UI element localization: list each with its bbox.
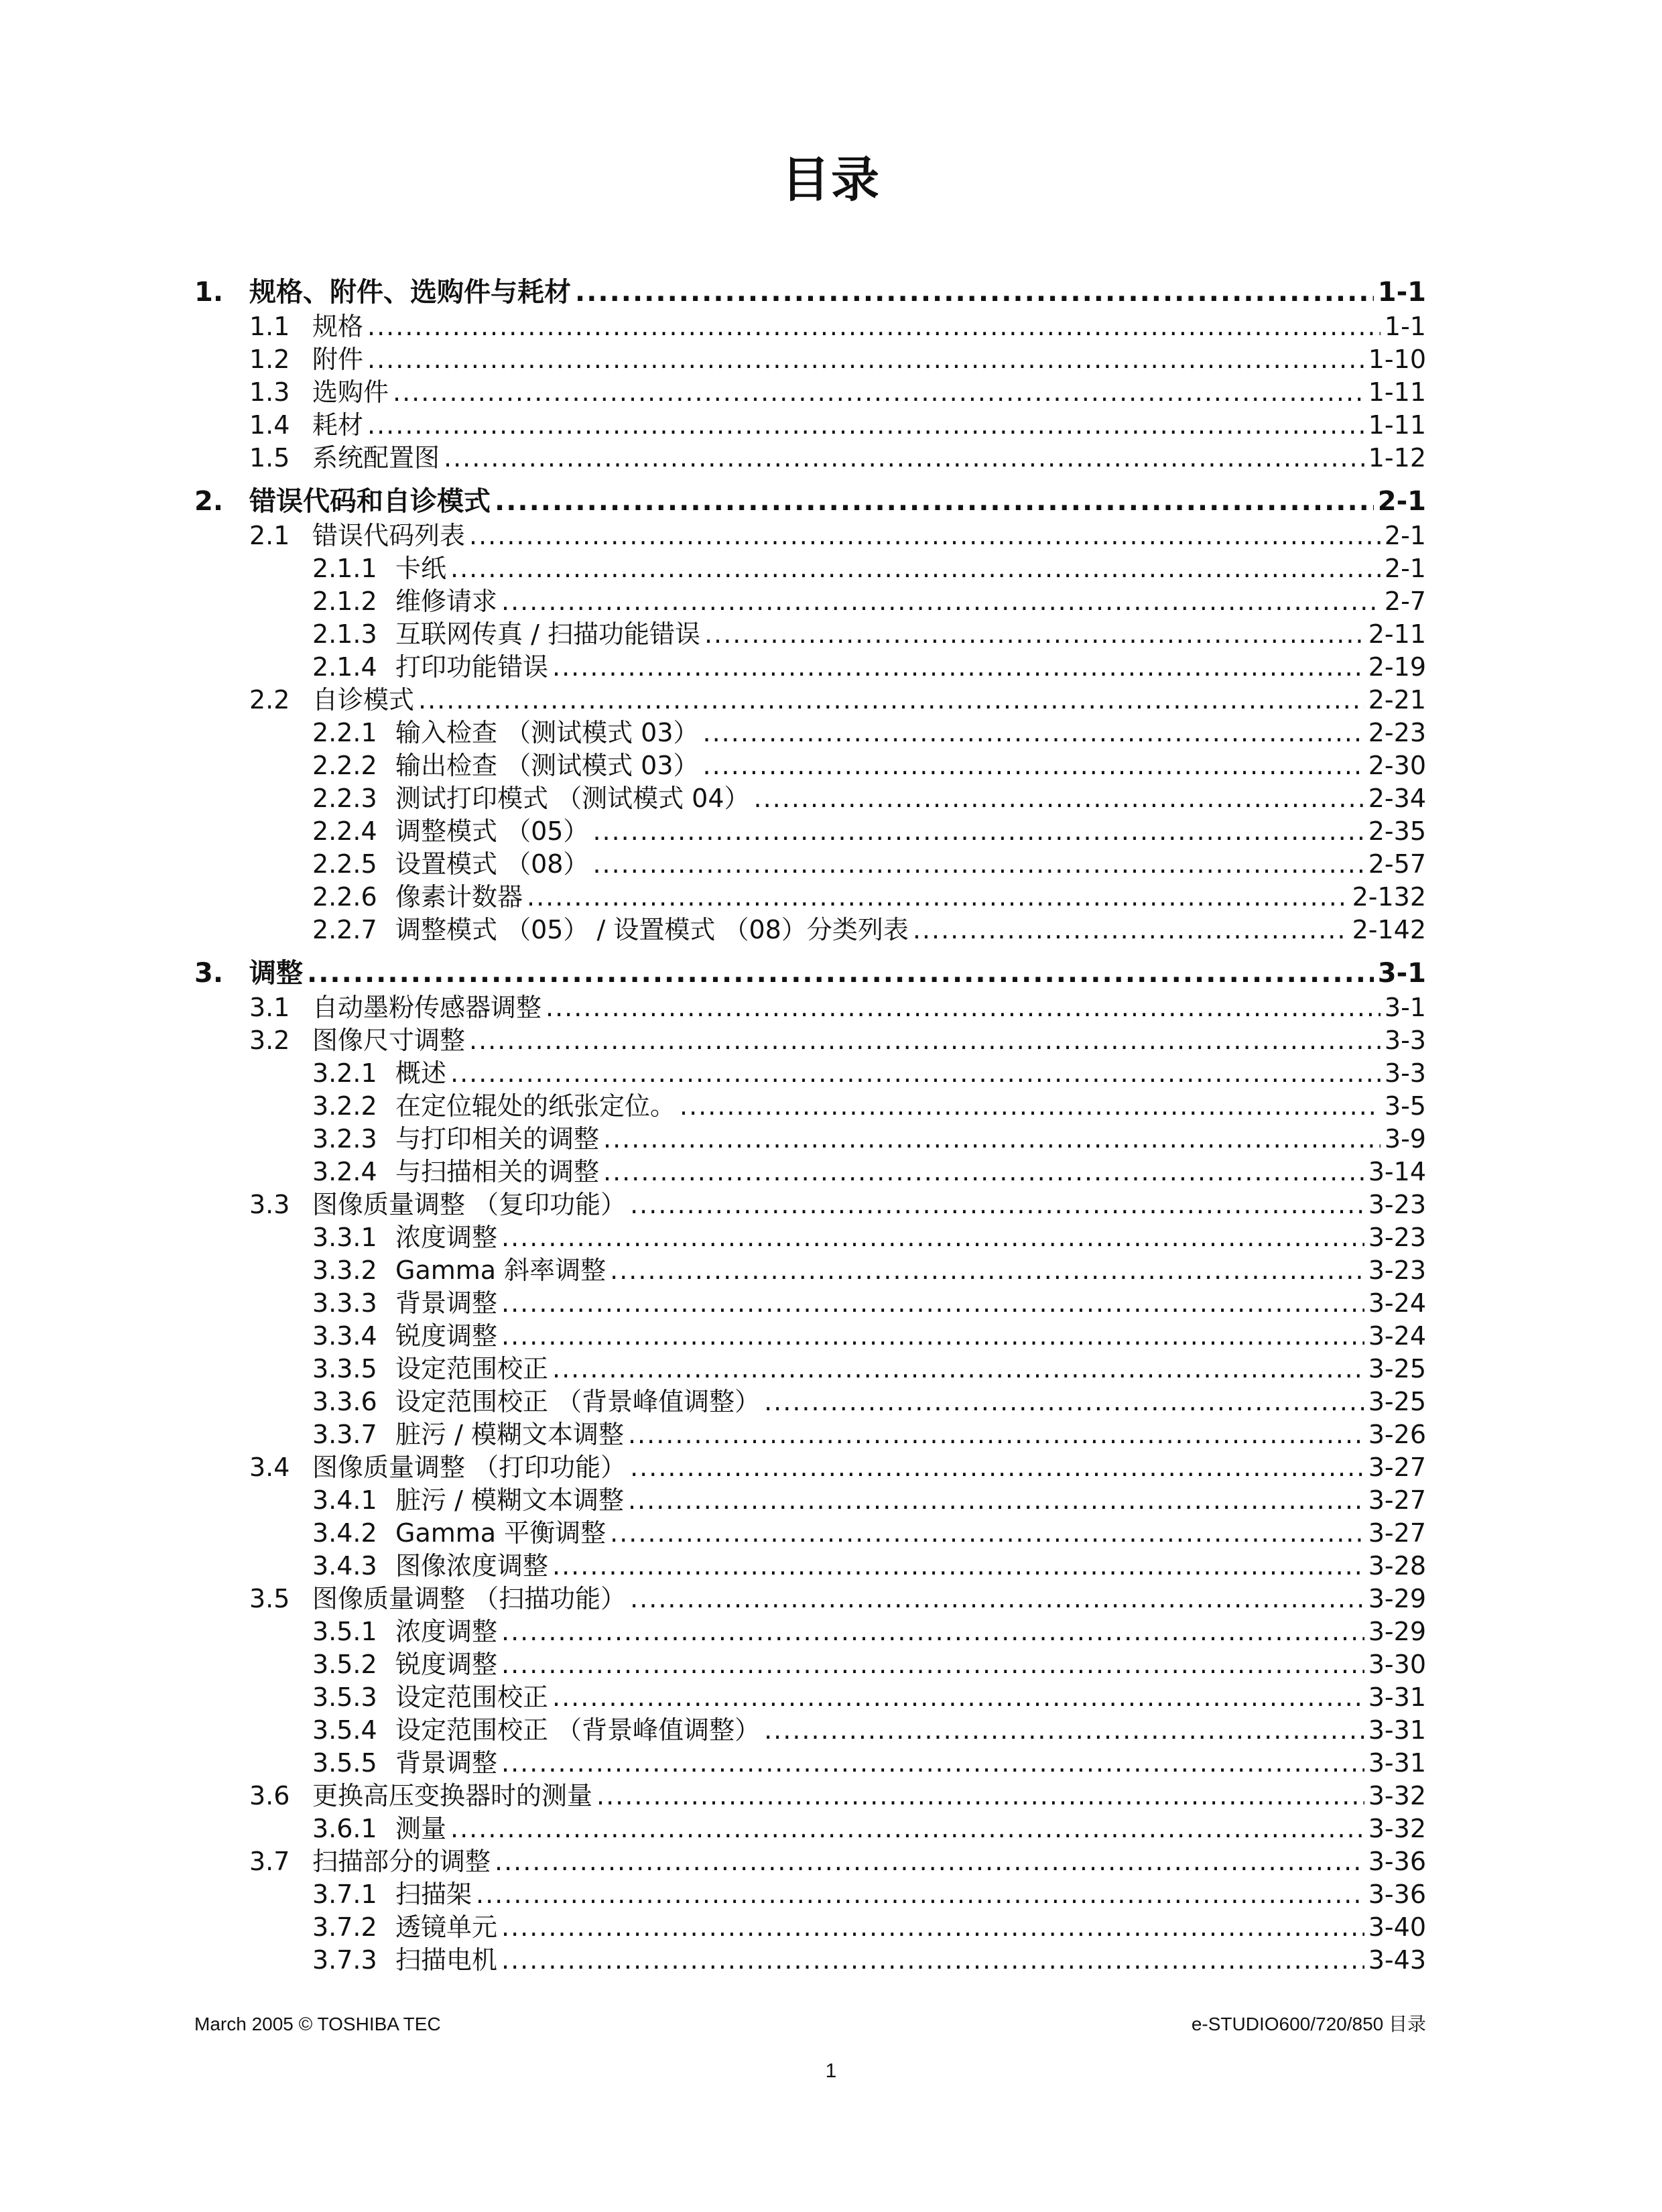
toc-subsection[interactable] — [312, 1056, 1426, 1090]
toc-section[interactable] — [249, 1845, 1426, 1878]
toc-leader — [575, 273, 1374, 311]
toc-number: 3.4 — [249, 1453, 290, 1482]
toc-page: 1-1 — [1377, 277, 1426, 308]
toc-number: 3.7.2 — [312, 1912, 377, 1942]
toc-page: 3-26 — [1368, 1420, 1426, 1449]
toc-chapter[interactable] — [194, 483, 1426, 520]
toc-page: 3-27 — [1368, 1485, 1426, 1515]
toc-leader — [703, 716, 1364, 749]
toc-subsection[interactable] — [312, 617, 1426, 651]
toc-subsection[interactable] — [312, 1253, 1426, 1287]
toc-leader — [764, 1385, 1364, 1418]
toc-number: 1.1 — [249, 312, 290, 341]
toc-number: 2.1.4 — [312, 652, 377, 682]
toc-label: 调整模式 （05） / 设置模式 （08）分类列表 — [395, 915, 909, 944]
toc-number: 3.3 — [249, 1190, 290, 1219]
toc-page: 2-7 — [1384, 587, 1426, 616]
toc-number: 1. — [194, 277, 224, 308]
toc-subsection[interactable] — [312, 913, 1426, 946]
toc-section[interactable] — [249, 1024, 1426, 1057]
toc-label: 耗材 — [312, 410, 364, 440]
toc-label: 设定范围校正 （背景峰值调整） — [395, 1387, 761, 1416]
toc-leader — [603, 1122, 1381, 1156]
toc-label: 调整 — [249, 958, 303, 989]
toc-label: 规格 — [312, 312, 364, 341]
toc-leader — [501, 1319, 1364, 1353]
toc-leader — [469, 1024, 1381, 1057]
toc-page: 3-31 — [1368, 1715, 1426, 1745]
toc-number: 2.1.1 — [312, 554, 377, 583]
toc-number: 3.7.1 — [312, 1880, 377, 1909]
toc-label: 调整模式 （05） — [395, 816, 589, 846]
toc-label: 错误代码和自诊模式 — [249, 486, 491, 517]
toc-section[interactable] — [249, 1582, 1426, 1615]
toc-page: 3-9 — [1384, 1124, 1426, 1154]
toc-label: 像素计数器 — [395, 882, 523, 912]
toc-leader — [450, 552, 1381, 585]
toc-page: 3-24 — [1368, 1288, 1426, 1318]
toc-leader — [307, 955, 1374, 992]
toc-page: 1-11 — [1368, 377, 1426, 407]
toc-leader — [603, 1155, 1364, 1188]
toc-page: 3-36 — [1368, 1847, 1426, 1876]
toc-number: 2.2.2 — [312, 751, 377, 780]
toc-subsection[interactable] — [312, 1385, 1426, 1418]
toc-page: 2-30 — [1368, 751, 1426, 780]
toc-page: 3-32 — [1368, 1781, 1426, 1810]
toc-subsection[interactable] — [312, 814, 1426, 848]
toc-number: 3.4.3 — [312, 1551, 377, 1581]
toc-page: 3-23 — [1368, 1190, 1426, 1219]
toc-label: 更换高压变换器时的测量 — [312, 1781, 593, 1810]
toc-label: 锐度调整 — [395, 1321, 498, 1351]
toc-leader — [501, 1943, 1364, 1977]
toc-subsection[interactable] — [312, 1943, 1426, 1977]
toc-label: 设定范围校正 — [395, 1354, 549, 1384]
toc-leader — [469, 519, 1381, 552]
toc-page: 2-35 — [1368, 816, 1426, 846]
toc-page: 1-10 — [1368, 345, 1426, 374]
toc-leader — [552, 1352, 1364, 1386]
toc-leader — [501, 1910, 1364, 1944]
toc-label: 浓度调整 — [395, 1223, 498, 1252]
toc-subsection[interactable] — [312, 1155, 1426, 1188]
toc-subsection[interactable] — [312, 552, 1426, 585]
toc-number: 3.3.5 — [312, 1354, 377, 1384]
toc-leader — [450, 1056, 1381, 1090]
toc-leader — [596, 1779, 1364, 1812]
toc-page: 3-25 — [1368, 1354, 1426, 1384]
toc-section[interactable] — [249, 408, 1426, 442]
toc-page: 3-31 — [1368, 1682, 1426, 1712]
page-number: 1 — [825, 2060, 837, 2082]
toc-label: 选购件 — [312, 377, 389, 407]
toc-label: 附件 — [312, 345, 364, 374]
toc-leader — [913, 913, 1348, 946]
toc-section[interactable] — [249, 991, 1426, 1024]
toc-number: 3.6 — [249, 1781, 290, 1810]
toc-page: 3-23 — [1368, 1223, 1426, 1252]
toc-section[interactable] — [249, 1451, 1426, 1484]
toc-label: 自动墨粉传感器调整 — [312, 993, 542, 1022]
toc-label: Gamma 平衡调整 — [395, 1518, 606, 1548]
toc-subsection[interactable] — [312, 1221, 1426, 1254]
toc-leader — [450, 1812, 1364, 1845]
toc-subsection[interactable] — [312, 782, 1426, 815]
toc-label: 脏污 / 模糊文本调整 — [395, 1420, 624, 1449]
toc-page: 3-36 — [1368, 1880, 1426, 1909]
toc-label: 在定位辊处的纸张定位。 — [395, 1091, 676, 1121]
toc-label: 维修请求 — [395, 587, 498, 616]
toc-page: 1-1 — [1384, 312, 1426, 341]
toc-page: 2-57 — [1368, 849, 1426, 879]
toc-leader — [501, 585, 1381, 618]
toc-subsection[interactable] — [312, 1286, 1426, 1320]
toc-label: 卡纸 — [395, 554, 447, 583]
toc-leader — [704, 617, 1364, 651]
toc-page: 3-29 — [1368, 1617, 1426, 1646]
toc-number: 2.2.7 — [312, 915, 377, 944]
toc-leader — [495, 483, 1374, 520]
toc-number: 3.2.3 — [312, 1124, 377, 1154]
toc-label: 输入检查 （测试模式 03） — [395, 718, 699, 747]
toc-number: 2.1.2 — [312, 587, 377, 616]
toc-leader — [527, 880, 1348, 914]
toc-subsection[interactable] — [312, 1418, 1426, 1451]
toc-page: 3-30 — [1368, 1650, 1426, 1679]
toc-label: 与打印相关的调整 — [395, 1124, 600, 1154]
toc-label: 概述 — [395, 1058, 447, 1088]
toc-page: 3-43 — [1368, 1945, 1426, 1975]
toc-subsection[interactable] — [312, 1746, 1426, 1780]
toc-leader — [444, 441, 1364, 475]
toc-subsection[interactable] — [312, 1910, 1426, 1944]
toc-number: 2.2.6 — [312, 882, 377, 912]
toc-subsection[interactable] — [312, 1812, 1426, 1845]
toc-label: 打印功能错误 — [395, 652, 549, 682]
toc-leader — [592, 847, 1364, 881]
toc-label: 扫描架 — [395, 1880, 472, 1909]
toc-label: 设定范围校正 （背景峰值调整） — [395, 1715, 761, 1745]
toc-number: 2.2.4 — [312, 816, 377, 846]
toc-leader — [367, 310, 1381, 343]
toc-subsection[interactable] — [312, 880, 1426, 914]
toc-page: 2-142 — [1352, 915, 1426, 944]
toc-section[interactable] — [249, 1779, 1426, 1812]
toc-label: 图像质量调整 （扫描功能） — [312, 1584, 627, 1613]
toc-section[interactable] — [249, 375, 1426, 409]
toc-subsection[interactable] — [312, 749, 1426, 782]
toc-label: 图像质量调整 （打印功能） — [312, 1453, 627, 1482]
toc-leader — [418, 683, 1364, 717]
toc-number: 2.2 — [249, 685, 290, 715]
toc-number: 2.2.1 — [312, 718, 377, 747]
toc-number: 3.3.1 — [312, 1223, 377, 1252]
toc-page: 2-1 — [1377, 486, 1426, 517]
toc-page: 2-1 — [1384, 521, 1426, 550]
toc-label: 设定范围校正 — [395, 1682, 549, 1712]
toc-leader — [630, 1188, 1364, 1221]
toc-leader — [546, 991, 1381, 1024]
toc-page: 1-12 — [1368, 443, 1426, 473]
toc-page: 3-31 — [1368, 1748, 1426, 1778]
toc-label: 与扫描相关的调整 — [395, 1157, 600, 1186]
toc-leader — [393, 375, 1364, 409]
toc-subsection[interactable] — [312, 1122, 1426, 1156]
toc-number: 3.5.1 — [312, 1617, 377, 1646]
toc-label: 扫描部分的调整 — [312, 1847, 491, 1876]
toc-subsection[interactable] — [312, 1483, 1426, 1517]
toc-label: 浓度调整 — [395, 1617, 498, 1646]
toc-page: 3-14 — [1368, 1157, 1426, 1186]
toc-leader — [367, 408, 1364, 442]
toc-leader — [630, 1451, 1364, 1484]
toc-label: 背景调整 — [395, 1748, 498, 1778]
toc-page: 2-23 — [1368, 718, 1426, 747]
toc-number: 2.2.5 — [312, 849, 377, 879]
toc-page: 3-25 — [1368, 1387, 1426, 1416]
toc-section[interactable] — [249, 519, 1426, 552]
toc-number: 3.5.4 — [312, 1715, 377, 1745]
toc-leader — [592, 814, 1364, 848]
toc-page: 3-5 — [1384, 1091, 1426, 1121]
toc-leader — [628, 1418, 1364, 1451]
toc-number: 3.2.1 — [312, 1058, 377, 1088]
toc-label: 错误代码列表 — [312, 521, 466, 550]
toc-leader — [552, 1680, 1364, 1714]
toc-leader — [764, 1713, 1364, 1747]
toc-subsection[interactable] — [312, 1878, 1426, 1911]
toc-number: 3.3.2 — [312, 1255, 377, 1285]
toc-number: 3.4.1 — [312, 1485, 377, 1515]
toc-section[interactable] — [249, 343, 1426, 376]
toc-label: 图像尺寸调整 — [312, 1026, 466, 1055]
toc-label: 背景调整 — [395, 1288, 498, 1318]
toc-number: 3.3.7 — [312, 1420, 377, 1449]
toc-subsection[interactable] — [312, 1615, 1426, 1648]
toc-label: 互联网传真 / 扫描功能错误 — [395, 619, 700, 649]
toc-page: 2-132 — [1352, 882, 1426, 912]
toc-number: 3.5.3 — [312, 1682, 377, 1712]
toc-number: 1.3 — [249, 377, 290, 407]
toc-section[interactable] — [249, 1188, 1426, 1221]
page-title: 目录 — [781, 151, 881, 208]
toc-subsection[interactable] — [312, 847, 1426, 881]
toc-section[interactable] — [249, 683, 1426, 717]
toc-leader — [501, 1615, 1364, 1648]
toc-number: 3.3.6 — [312, 1387, 377, 1416]
toc-leader — [367, 343, 1364, 376]
toc-leader — [495, 1845, 1364, 1878]
toc-number: 2. — [194, 486, 224, 517]
toc-chapter[interactable] — [194, 955, 1426, 992]
toc-label: 系统配置图 — [312, 443, 440, 473]
toc-leader — [552, 650, 1364, 684]
toc-subsection[interactable] — [312, 650, 1426, 684]
toc-number: 1.4 — [249, 410, 290, 440]
toc-number: 3.3.4 — [312, 1321, 377, 1351]
toc-label: 扫描电机 — [395, 1945, 498, 1975]
toc-label: 规格、附件、选购件与耗材 — [249, 277, 571, 308]
toc-leader — [501, 1221, 1364, 1254]
toc-number: 3.5.5 — [312, 1748, 377, 1778]
toc-number: 3.2.2 — [312, 1091, 377, 1121]
toc-subsection[interactable] — [312, 1516, 1426, 1550]
toc-leader — [476, 1878, 1364, 1911]
toc-leader — [628, 1483, 1364, 1517]
toc-label: 输出检查 （测试模式 03） — [395, 751, 699, 780]
toc-number: 3.6.1 — [312, 1814, 377, 1843]
toc-page: 3-1 — [1384, 993, 1426, 1022]
footer-document-title: e-STUDIO600/720/850 目录 — [1191, 2014, 1426, 2034]
toc-label: 图像质量调整 （复印功能） — [312, 1190, 627, 1219]
toc-number: 3.7 — [249, 1847, 290, 1876]
toc-label: Gamma 斜率调整 — [395, 1255, 606, 1285]
toc-page: 3-23 — [1368, 1255, 1426, 1285]
toc-subsection[interactable] — [312, 585, 1426, 618]
toc-number: 3.1 — [249, 993, 290, 1022]
toc-leader — [754, 782, 1364, 815]
toc-page: 2-1 — [1384, 554, 1426, 583]
toc-number: 3.7.3 — [312, 1945, 377, 1975]
toc-label: 图像浓度调整 — [395, 1551, 549, 1581]
toc-leader — [680, 1089, 1381, 1123]
toc-page: 3-1 — [1377, 958, 1426, 989]
toc-number: 2.2.3 — [312, 784, 377, 813]
toc-number: 1.2 — [249, 345, 290, 374]
toc-page: 1-11 — [1368, 410, 1426, 440]
toc-subsection[interactable] — [312, 1319, 1426, 1353]
toc-page: 3-32 — [1368, 1814, 1426, 1843]
toc-leader — [501, 1746, 1364, 1780]
toc-number: 2.1 — [249, 521, 290, 550]
toc-page: 3-27 — [1368, 1453, 1426, 1482]
toc-chapter[interactable] — [194, 273, 1426, 311]
toc-subsection[interactable] — [312, 1713, 1426, 1747]
toc-label: 测试打印模式 （测试模式 04） — [395, 784, 750, 813]
toc-page: 3-40 — [1368, 1912, 1426, 1942]
toc-page: 2-34 — [1368, 784, 1426, 813]
toc-page: 3-24 — [1368, 1321, 1426, 1351]
toc-number: 3.4.2 — [312, 1518, 377, 1548]
toc-page: 2-21 — [1368, 685, 1426, 715]
toc-page: 3-27 — [1368, 1518, 1426, 1548]
toc-page: 3-29 — [1368, 1584, 1426, 1613]
toc-number: 3.5 — [249, 1584, 290, 1613]
toc-leader — [703, 749, 1364, 782]
toc-page: 2-11 — [1368, 619, 1426, 649]
toc-leader — [501, 1286, 1364, 1320]
toc-number: 3.3.3 — [312, 1288, 377, 1318]
toc-leader — [630, 1582, 1364, 1615]
toc-page: 3-3 — [1384, 1058, 1426, 1088]
toc-label: 脏污 / 模糊文本调整 — [395, 1485, 624, 1515]
toc-number: 3. — [194, 958, 224, 989]
toc-subsection[interactable] — [312, 1648, 1426, 1681]
toc-number: 2.1.3 — [312, 619, 377, 649]
toc-number: 1.5 — [249, 443, 290, 473]
footer-copyright: March 2005 © TOSHIBA TEC — [194, 2014, 441, 2034]
toc-subsection[interactable] — [312, 1680, 1426, 1714]
toc-section[interactable] — [249, 310, 1426, 343]
toc-number: 3.2.4 — [312, 1157, 377, 1186]
toc-subsection[interactable] — [312, 1549, 1426, 1583]
toc-label: 设置模式 （08） — [395, 849, 589, 879]
toc-label: 自诊模式 — [312, 685, 415, 715]
toc-leader — [610, 1253, 1364, 1287]
toc-number: 3.2 — [249, 1026, 290, 1055]
toc-leader — [501, 1648, 1364, 1681]
toc-leader — [552, 1549, 1364, 1583]
toc-page: 2-19 — [1368, 652, 1426, 682]
toc-label: 测量 — [395, 1814, 447, 1843]
toc-section[interactable] — [249, 441, 1426, 475]
toc-subsection[interactable] — [312, 1352, 1426, 1386]
toc-subsection[interactable] — [312, 716, 1426, 749]
toc-number: 3.5.2 — [312, 1650, 377, 1679]
toc-label: 锐度调整 — [395, 1650, 498, 1679]
toc-page: 3-28 — [1368, 1551, 1426, 1581]
toc-page: 3-3 — [1384, 1026, 1426, 1055]
toc-label: 透镜单元 — [395, 1912, 498, 1942]
toc-subsection[interactable] — [312, 1089, 1426, 1123]
toc-leader — [610, 1516, 1364, 1550]
